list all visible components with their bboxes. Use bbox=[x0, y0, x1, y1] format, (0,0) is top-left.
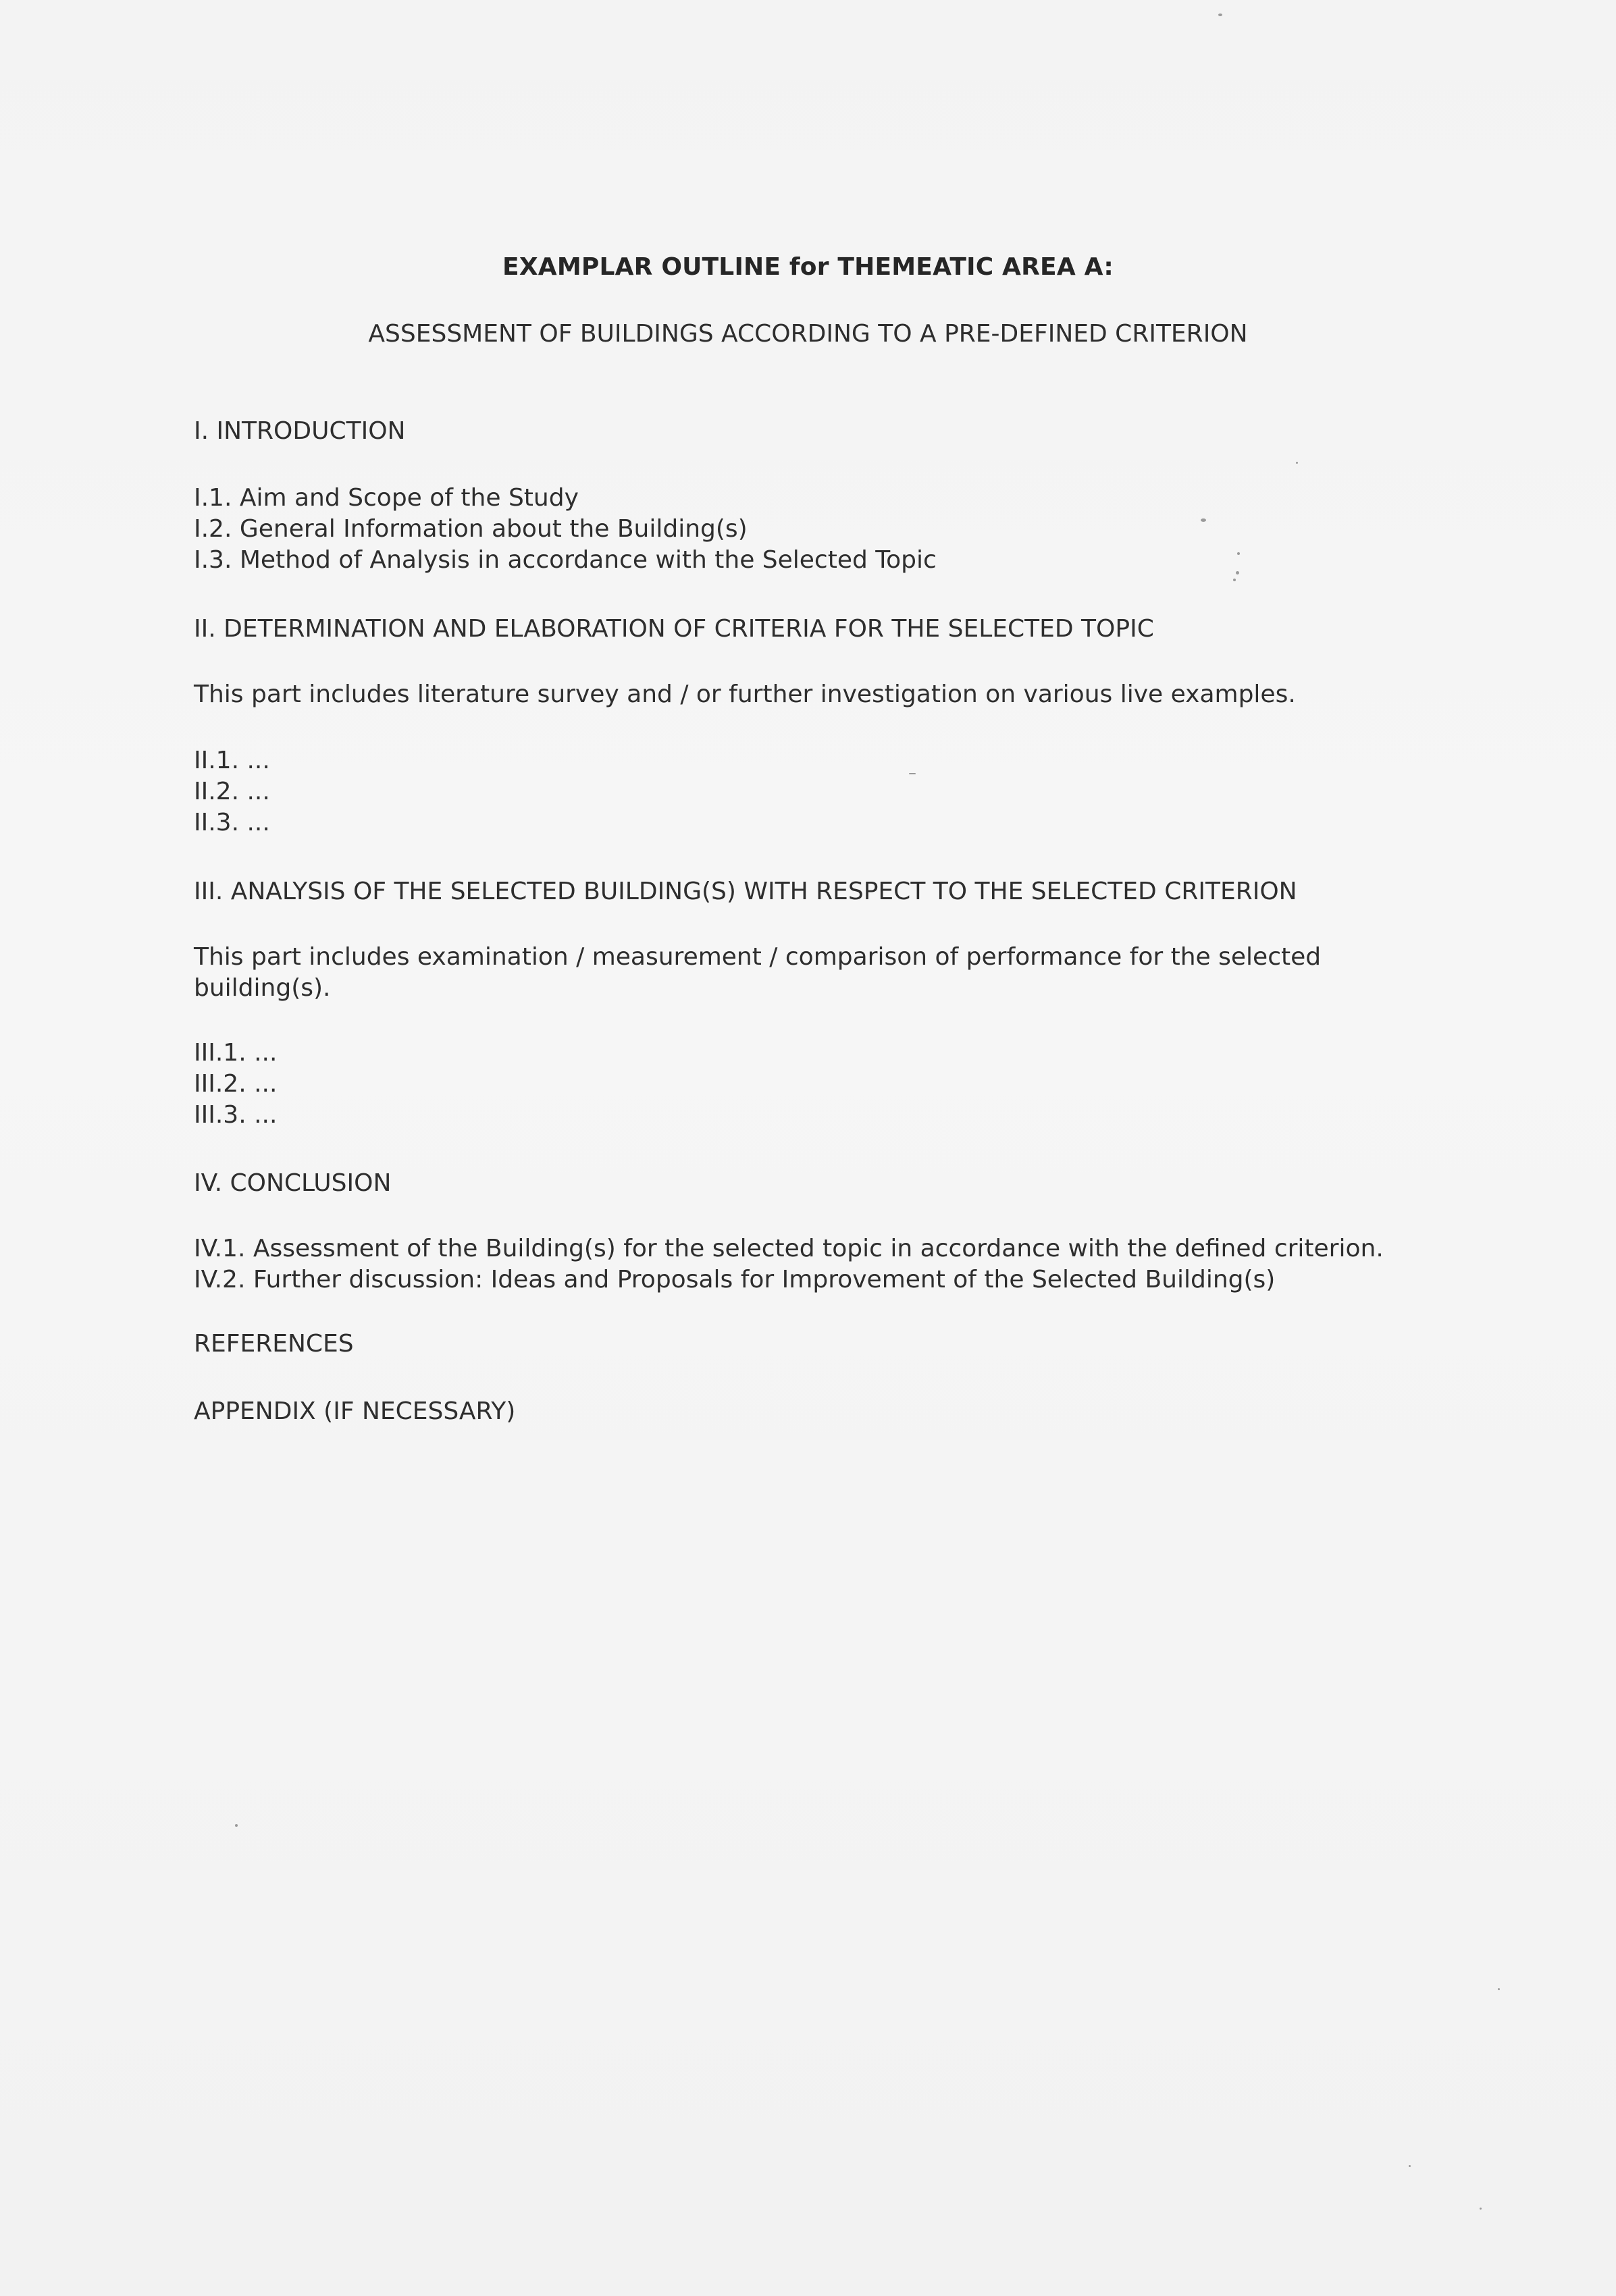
scan-speck bbox=[1237, 552, 1240, 555]
scan-speck bbox=[1480, 2208, 1482, 2210]
section-description-criteria: This part includes literature survey and / or further investigation on various live examples. bbox=[194, 680, 1296, 708]
document-subtitle: ASSESSMENT OF BUILDINGS ACCORDING TO A PRE-DEFINED CRITERION bbox=[368, 320, 1248, 348]
scan-speck bbox=[1233, 579, 1236, 581]
appendix-heading: APPENDIX (IF NECESSARY) bbox=[194, 1397, 516, 1425]
section-items-analysis bbox=[194, 1038, 277, 1131]
scan-speck bbox=[1409, 2165, 1411, 2167]
section-items-conclusion bbox=[194, 1233, 1384, 1296]
list-item: IV.1. Assessment of the Building(s) for the selected topic in accordance with the defined criterion. bbox=[194, 1235, 1384, 1262]
section-items-criteria bbox=[194, 745, 270, 838]
scan-speck bbox=[1218, 14, 1222, 16]
list-item: II.1. ... bbox=[194, 747, 270, 774]
list-item: III.3. ... bbox=[194, 1101, 278, 1129]
scan-speck bbox=[235, 1824, 238, 1827]
scan-speck bbox=[1236, 571, 1239, 575]
section-heading-conclusion: IV. CONCLUSION bbox=[194, 1169, 392, 1197]
list-item: I.3. Method of Analysis in accordance with the Selected Topic bbox=[194, 546, 937, 574]
list-item: II.3. ... bbox=[194, 809, 270, 836]
list-item: IV.2. Further discussion: Ideas and Proposals for Improvement of the Selected Building(s) bbox=[194, 1266, 1276, 1293]
section-items-introduction bbox=[194, 483, 937, 576]
references-heading: REFERENCES bbox=[194, 1330, 354, 1358]
section-description-analysis: This part includes examination / measurement / comparison of performance for the selected building(s). bbox=[194, 943, 1322, 1002]
scan-speck bbox=[1201, 518, 1206, 522]
list-item: I.1. Aim and Scope of the Study bbox=[194, 484, 579, 512]
section-heading-analysis: III. ANALYSIS OF THE SELECTED BUILDING(S) WITH RESPECT TO THE SELECTED CRITERION bbox=[194, 878, 1297, 905]
list-item: III.1. ... bbox=[194, 1039, 278, 1067]
section-heading-criteria: II. DETERMINATION AND ELABORATION OF CRITERIA FOR THE SELECTED TOPIC bbox=[194, 615, 1154, 643]
scan-speck bbox=[909, 773, 916, 774]
list-item: II.2. ... bbox=[194, 778, 270, 805]
section-heading-introduction: I. INTRODUCTION bbox=[194, 417, 406, 445]
scan-speck bbox=[1296, 462, 1298, 464]
list-item: I.2. General Information about the Building(s) bbox=[194, 515, 748, 543]
list-item: III.2. ... bbox=[194, 1070, 278, 1098]
document-title: EXAMPLAR OUTLINE for THEMEATIC AREA A: bbox=[502, 253, 1114, 281]
scan-speck bbox=[1498, 1988, 1500, 1990]
